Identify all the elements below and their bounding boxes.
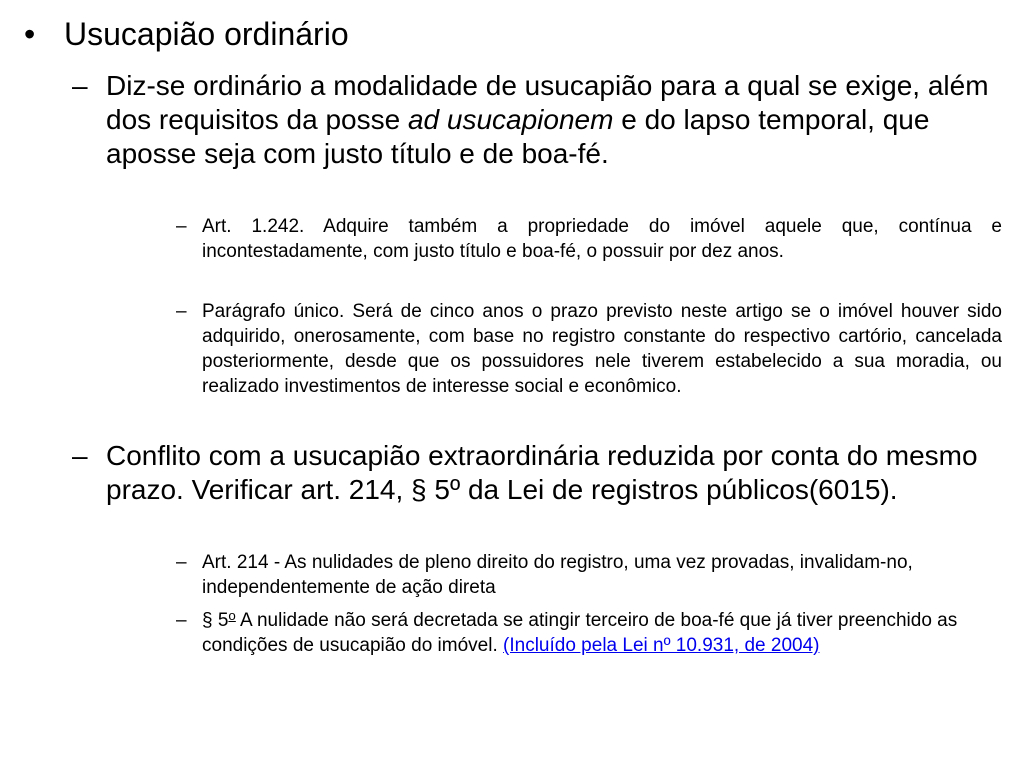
item-conflict bbox=[72, 439, 992, 507]
definition-italic-term: ad usucapionem bbox=[407, 104, 614, 135]
definition-text bbox=[106, 69, 992, 171]
definition-text-end: e do lapso temporal, que aposse seja com justo título e de boa-fé. bbox=[106, 104, 930, 169]
article-1242-text: Art. 1.242. Adquire também a propriedade do imóvel aquele que, contínua e incontestadamente, com justo título e boa-fé, o possuir por dez anos. bbox=[202, 216, 1002, 262]
conflict-text: Conflito com a usucapião extraordinária reduzida por conta do mesmo prazo. Verificar art. 214, § 5º da Lei de registros públicos(6015). bbox=[106, 440, 978, 505]
ordinal-indicator: o bbox=[228, 608, 236, 624]
dash-bullet: – bbox=[72, 440, 88, 471]
paragrafo-unico bbox=[176, 299, 1002, 399]
dash-bullet: – bbox=[72, 70, 88, 101]
dash-bullet: – bbox=[176, 301, 187, 322]
article-214-text: Art. 214 - As nulidades de pleno direito do registro, uma vez provadas, invalidam-no, independentemente de ação direta bbox=[202, 552, 913, 598]
article-214 bbox=[176, 550, 1002, 600]
paragrafo-unico-text: Parágrafo único. Será de cinco anos o prazo previsto neste artigo se o imóvel houver sido adquirido, onerosamente, com base no registro constante do respectivo cartório, cancelada posteriormente, desde que os possuidores nele tiverem estabelecido a sua moradia, ou realizado investimentos de interesse social e econômico. bbox=[202, 301, 1002, 397]
law-reference-link[interactable]: (Incluído pela Lei nº 10.931, de 2004) bbox=[503, 635, 820, 656]
paragraph-5 bbox=[176, 608, 1002, 658]
dash-bullet: – bbox=[176, 610, 187, 631]
paragraph-symbol: § 5 bbox=[202, 610, 229, 631]
item-ordinary-definition bbox=[72, 69, 992, 171]
paragraph-5-text bbox=[202, 608, 1002, 658]
definition-text-start: Diz-se ordinário a modalidade de usucapião para a qual se exige, além dos requisitos da posse bbox=[106, 70, 989, 135]
bullet-dot: • bbox=[24, 16, 36, 52]
heading-text: Usucapião ordinário bbox=[64, 16, 349, 52]
paragraph-5-body: A nulidade não será decretada se atingir terceiro de boa-fé que já tiver preenchido as condições de usucapião do imóvel. bbox=[202, 610, 958, 656]
article-1242 bbox=[176, 214, 1002, 264]
dash-bullet: – bbox=[176, 552, 187, 573]
heading-row bbox=[24, 14, 1004, 54]
dash-bullet: – bbox=[176, 216, 187, 237]
